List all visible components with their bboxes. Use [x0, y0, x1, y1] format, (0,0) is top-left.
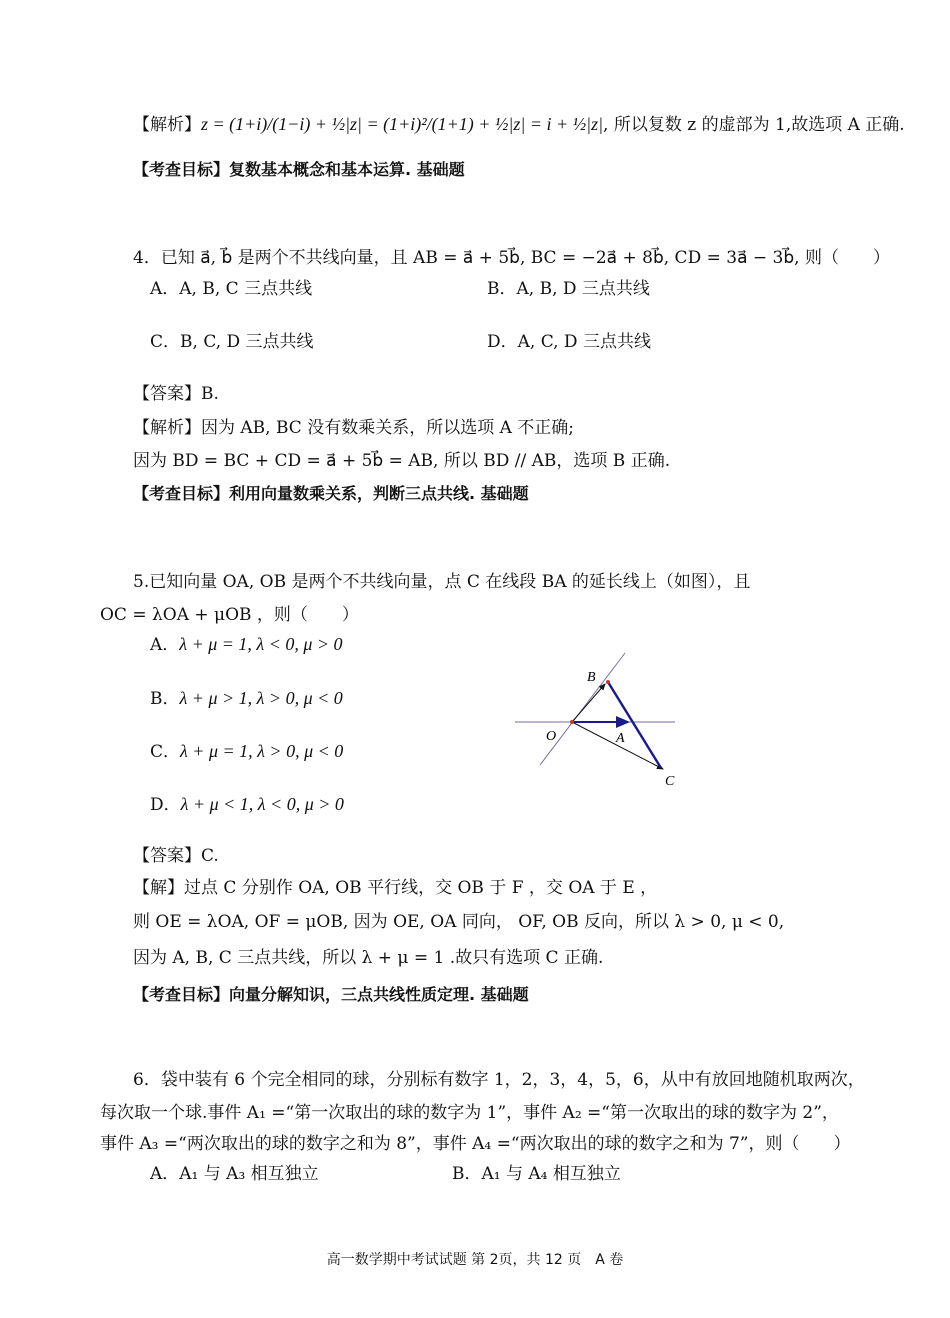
q3-analysis-math: z = (1+i)/(1−i) + ½|z| = (1+i)²/(1+1) + ½|z| = i + ½|z| — [201, 114, 604, 134]
q4-target — [133, 482, 529, 506]
option-letter: B． — [150, 689, 180, 709]
segment-bc — [608, 682, 661, 768]
option-letter: B． — [487, 279, 517, 299]
option-text: λ + μ = 1, λ > 0, μ < 0 — [180, 741, 344, 761]
q3-analysis — [133, 112, 905, 137]
q4-option-b — [487, 277, 650, 301]
q4-option-a — [150, 277, 312, 301]
point-b — [606, 680, 610, 684]
label-a: A — [616, 731, 625, 746]
q5-target-label: 【考查目标】 — [133, 985, 230, 1004]
q3-target — [133, 158, 465, 182]
option-letter: A． — [150, 635, 180, 655]
option-text: A, C, D 三点共线 — [517, 332, 651, 352]
q3-analysis-tail: , 所以复数 z 的虚部为 1,故选项 A 正确. — [603, 115, 905, 135]
q5-option-a — [150, 632, 343, 657]
q3-target-label: 【考查目标】 — [133, 160, 230, 179]
label-c: C — [665, 774, 675, 789]
q4-target-text: 利用向量数乘关系，判断三点共线. 基础题 — [229, 484, 529, 503]
q4-stem: 4．已知 a⃗, b⃗ 是两个不共线向量，且 AB = a⃗ + 5b⃗, BC = −2a⃗ + 8b⃗, CD = 3a⃗ − 3b⃗, 则（ ） — [133, 248, 890, 268]
q6-stem-1: 6．袋中装有 6 个完全相同的球，分别标有数字 1，2，3，4，5，6，从中有放回地随机取两次， — [133, 1070, 865, 1090]
q5-solution-3: 因为 A, B, C 三点共线，所以 λ + μ = 1 .故只有选项 C 正确. — [133, 948, 604, 968]
vector-figure — [505, 645, 685, 795]
option-letter: D． — [487, 332, 518, 352]
q6-option-b — [452, 1162, 621, 1186]
option-letter: C． — [150, 332, 181, 352]
q4-analysis-1: 【解析】因为 AB, BC 没有数乘关系，所以选项 A 不正确; — [133, 418, 575, 438]
option-letter: C． — [150, 742, 181, 762]
option-text: λ + μ < 1, λ < 0, μ > 0 — [180, 794, 344, 814]
oblique-line — [540, 653, 625, 765]
q5-target — [133, 983, 529, 1007]
q5-option-c — [150, 739, 343, 764]
option-text: A, B, D 三点共线 — [516, 279, 650, 299]
option-letter: B． — [452, 1164, 482, 1184]
label-b: B — [587, 670, 596, 685]
option-text: A₁ 与 A₃ 相互独立 — [179, 1164, 319, 1184]
q5-option-d — [150, 792, 344, 817]
q4-analysis-2: 因为 BD = BC + CD = a⃗ + 5b⃗ = AB, 所以 BD // AB，选项 B 正确. — [133, 451, 671, 471]
q5-solution-2: 则 OE = λOA, OF = μOB, 因为 OE, OA 同向， OF, OB 反向，所以 λ > 0, μ < 0, — [133, 912, 785, 932]
q5-stem-1: 5.已知向量 OA, OB 是两个不共线向量，点 C 在线段 BA 的延长线上（如图），且 — [133, 572, 751, 592]
q5-option-b — [150, 686, 343, 711]
page-footer: 高一数学期中考试试题 第 2页，共 12 页 A 卷 — [326, 1252, 624, 1268]
option-text: A₁ 与 A₄ 相互独立 — [481, 1164, 621, 1184]
q5-stem-2: OC = λOA + μOB ，则（ ） — [100, 605, 359, 625]
q6-stem-3: 事件 A₃ =“两次取出的球的数字之和为 8”，事件 A₄ =“两次取出的球的数字之和为 7”，则（ ） — [100, 1134, 851, 1154]
point-o — [570, 720, 574, 724]
q4-answer: 【答案】B. — [133, 384, 219, 404]
option-text: λ + μ > 1, λ > 0, μ < 0 — [179, 688, 343, 708]
label-o: O — [546, 729, 557, 744]
option-letter: A． — [150, 1164, 180, 1184]
vector-ob — [572, 684, 605, 722]
option-letter: A． — [150, 279, 180, 299]
q6-option-a — [150, 1162, 319, 1186]
q3-target-text: 复数基本概念和基本运算. 基础题 — [229, 160, 465, 179]
q3-analysis-label: 【解析】 — [133, 115, 201, 135]
q5-answer: 【答案】C. — [133, 846, 219, 866]
q4-target-label: 【考查目标】 — [133, 484, 230, 503]
q6-stem-2: 每次取一个球.事件 A₁ =“第一次取出的球的数字为 1”，事件 A₂ =“第一次取出的球的数字为 2”， — [100, 1103, 839, 1123]
q5-solution-1: 【解】过点 C 分别作 OA, OB 平行线，交 OB 于 F ，交 OA 于 E ， — [133, 878, 658, 898]
option-letter: D． — [150, 795, 181, 815]
q5-target-text: 向量分解知识，三点共线性质定理. 基础题 — [229, 985, 529, 1004]
option-text: B, C, D 三点共线 — [180, 332, 314, 352]
option-text: λ + μ = 1, λ < 0, μ > 0 — [179, 634, 343, 654]
option-text: A, B, C 三点共线 — [179, 279, 313, 299]
q4-option-d — [487, 330, 651, 354]
q4-option-c — [150, 330, 314, 354]
